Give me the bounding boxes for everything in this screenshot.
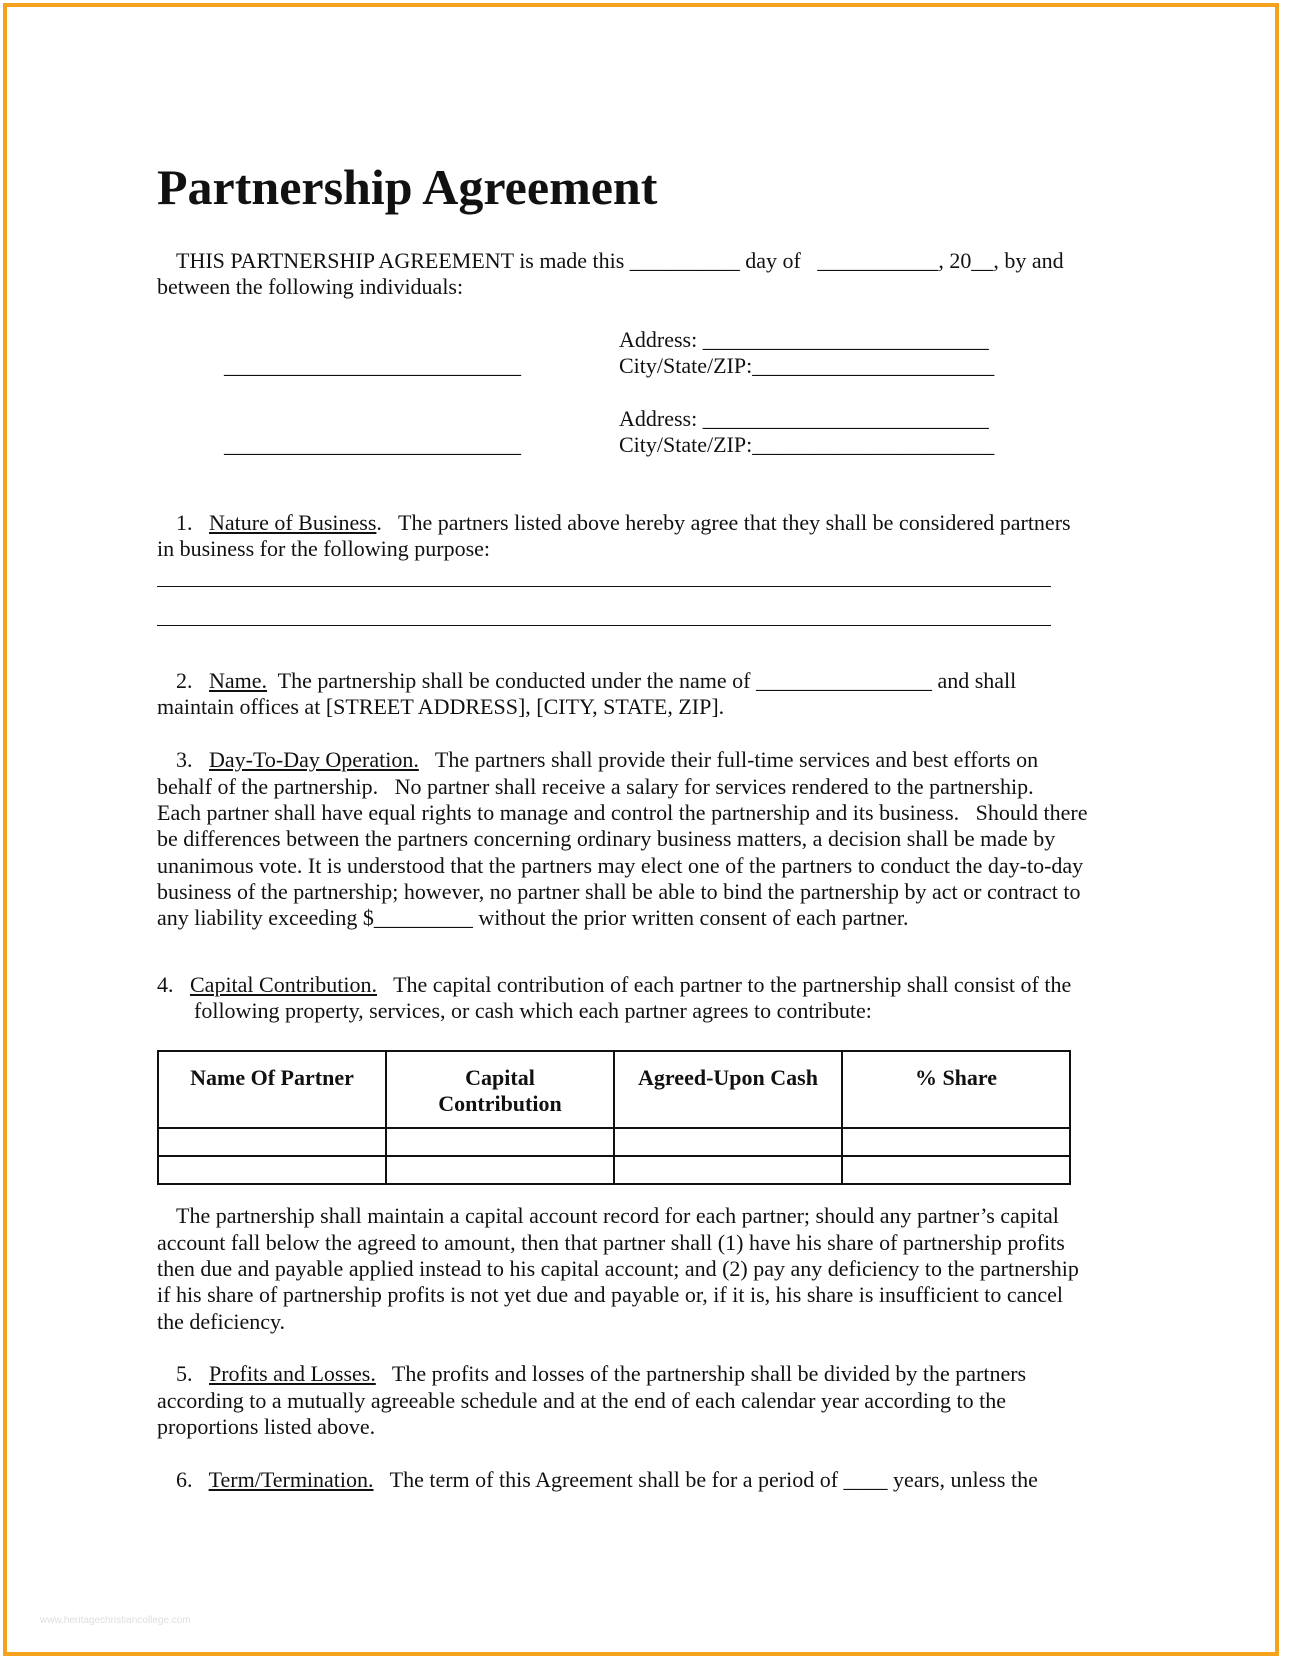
section-4-line-1 (157, 972, 1071, 998)
section-1-heading: Nature of Business (209, 510, 377, 535)
table-cell[interactable] (158, 1156, 386, 1184)
table-cell[interactable] (842, 1128, 1070, 1156)
section-number: 5. (176, 1361, 193, 1386)
watermark: www.heritagechristiancollege.com (40, 1615, 191, 1626)
section-3-line-1 (176, 747, 1038, 773)
section-5-heading: Profits and Losses. (209, 1361, 376, 1386)
blank-line (157, 586, 1051, 587)
party-2-signature-line: ___________________________ (224, 432, 521, 457)
capital-account-line: account fall below the agreed to amount, then that partner shall (1) have his share of partnership profits (157, 1230, 1065, 1255)
table-cell[interactable] (842, 1156, 1070, 1184)
section-number: 4. (157, 972, 174, 997)
section-4-text: The capital contribution of each partner to the partnership shall consist of the (377, 972, 1072, 997)
capital-account-line: The partnership shall maintain a capital account record for each partner; should any partner’s capital (176, 1203, 1059, 1228)
section-2-line-2: maintain offices at [STREET ADDRESS], [CITY, STATE, ZIP]. (157, 694, 725, 719)
section-3-line: Each partner shall have equal rights to manage and control the partnership and its business. Should there (157, 800, 1088, 825)
section-2-heading: Name. (209, 668, 268, 693)
section-number: 6. (176, 1467, 193, 1492)
table-row (158, 1156, 1070, 1184)
section-1-line-1 (176, 510, 1071, 536)
table-cell[interactable] (386, 1156, 614, 1184)
section-4-line-2: following property, services, or cash which each partner agrees to contribute: (194, 998, 872, 1023)
table-header-agreed-upon-cash: Agreed-Upon Cash (614, 1051, 842, 1128)
party-1-signature-line: ___________________________ (224, 353, 521, 378)
intro-line-1: THIS PARTNERSHIP AGREEMENT is made this __________ day of ___________, 20__, by and (176, 248, 1064, 273)
section-6-line-1 (176, 1467, 1038, 1493)
section-6-heading: Term/Termination. (208, 1467, 374, 1492)
table-cell[interactable] (614, 1128, 842, 1156)
party-2-address: Address: __________________________ (619, 406, 989, 431)
section-6-text: The term of this Agreement shall be for a period of ____ years, unless the (373, 1467, 1038, 1492)
table-cell[interactable] (614, 1156, 842, 1184)
section-3-line: business of the partnership; however, no partner shall be able to bind the partnership by act or contract to (157, 879, 1081, 904)
intro-line-2: between the following individuals: (157, 274, 464, 299)
capital-account-line: then due and payable applied instead to his capital account; and (2) pay any deficiency to the partnership (157, 1256, 1079, 1281)
section-3-text: The partners shall provide their full-time services and best efforts on (418, 747, 1039, 772)
section-5-line: according to a mutually agreeable schedule and at the end of each calendar year according to the (157, 1388, 1007, 1413)
party-1-city-state-zip: City/State/ZIP:______________________ (619, 353, 995, 378)
section-number: 1. (176, 510, 193, 535)
capital-account-line: the deficiency. (157, 1309, 286, 1334)
section-1-line-2: in business for the following purpose: (157, 536, 491, 561)
party-2-city-state-zip: City/State/ZIP:______________________ (619, 432, 995, 457)
section-3-line: unanimous vote. It is understood that the partners may elect one of the partners to conduct the day-to-day (157, 853, 1084, 878)
section-2-line-1 (176, 668, 1016, 694)
table-cell[interactable] (386, 1128, 614, 1156)
table-cell[interactable] (158, 1128, 386, 1156)
page-title: Partnership Agreement (157, 159, 658, 215)
section-3-line: be differences between the partners concerning ordinary business matters, a decision shall be made by (157, 826, 1056, 851)
table-header-percent-share: % Share (842, 1051, 1070, 1128)
section-3-line: behalf of the partnership. No partner shall receive a salary for services rendered to the partnership. (157, 774, 1034, 799)
capital-account-line: if his share of partnership profits is not yet due and payable or, if it is, his share is insufficient to cancel (157, 1282, 1063, 1307)
section-number: 2. (176, 668, 193, 693)
section-2-text: The partnership shall be conducted under the name of ________________ and shall (267, 668, 1017, 693)
table-row (158, 1128, 1070, 1156)
party-1-address: Address: __________________________ (619, 327, 989, 352)
section-3-line: any liability exceeding $_________ without the prior written consent of each partner. (157, 905, 909, 930)
section-5-text: The profits and losses of the partnership shall be divided by the partners (375, 1361, 1027, 1386)
section-4-heading: Capital Contribution. (190, 972, 377, 997)
section-5-line: proportions listed above. (157, 1414, 376, 1439)
blank-line (157, 625, 1051, 626)
section-number: 3. (176, 747, 193, 772)
table-header-name-of-partner: Name Of Partner (158, 1051, 386, 1128)
capital-contribution-table (157, 1050, 1071, 1185)
section-5-line-1 (176, 1361, 1026, 1387)
table-header-capital-contribution: Capital Contribution (386, 1051, 614, 1128)
section-1-text: . The partners listed above hereby agree that they shall be considered partners (376, 510, 1071, 535)
section-3-heading: Day-To-Day Operation. (209, 747, 419, 772)
